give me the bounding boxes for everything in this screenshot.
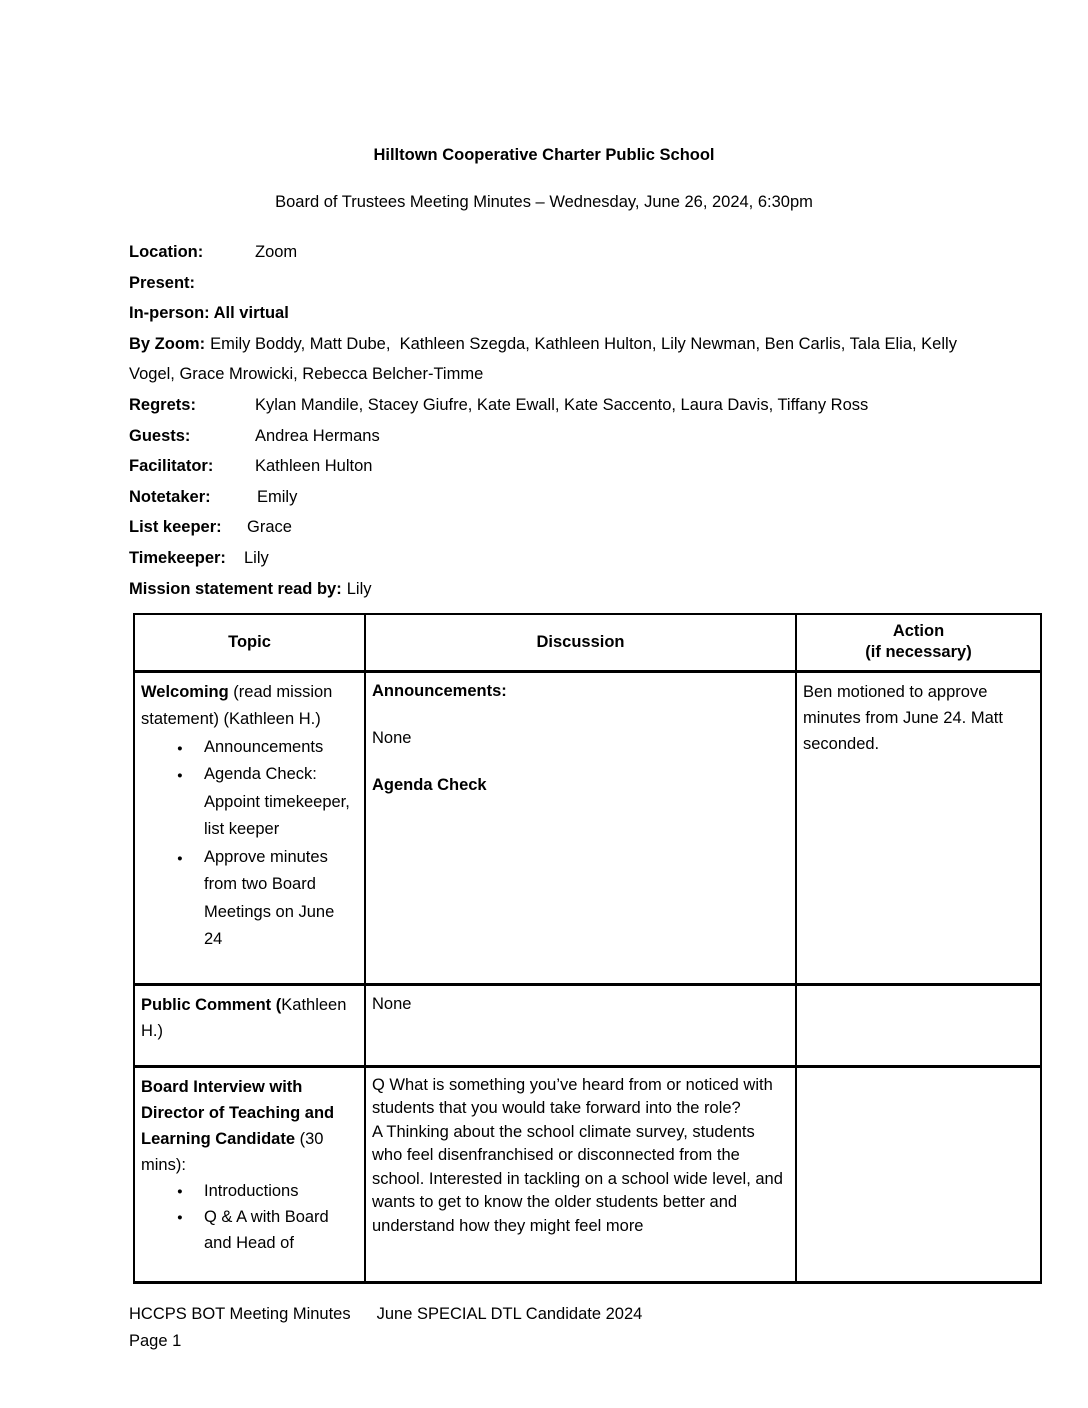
field-list-keeper-value: Grace (247, 518, 292, 537)
field-by-zoom-value: Emily Boddy, Matt Dube, Kathleen Szegda, Kathleen Hulton, Lily Newman, Ben Carlis, Tala Elia, Kelly Vogel, Grace Mrowicki, Rebecca Belcher-Timme (129, 334, 962, 384)
footer-doc-name: HCCPS BOT Meeting Minutes (129, 1304, 351, 1323)
discussion-announcements-none: None (372, 728, 412, 747)
topic-welcoming-bold: Welcoming (141, 682, 229, 701)
action-cell-welcoming (796, 671, 1041, 984)
field-location (129, 237, 959, 268)
discussion-agenda-check-heading: Agenda Check (372, 775, 487, 794)
discussion-announcements-heading: Announcements: (372, 681, 507, 700)
field-by-zoom (129, 329, 962, 390)
discussion-cell-welcoming (365, 671, 796, 984)
topic-cell-public-comment (134, 984, 365, 1066)
topic-public-comment-rest: Kathleen H.) (141, 995, 347, 1040)
field-list-keeper-label: List keeper: (129, 518, 222, 537)
topic-welcoming-text (141, 679, 356, 734)
discussion-answer-text: A Thinking about the school climate survey, students who feel disenfranchised or disconnected from the school. Interested in tackling on a school wide level, and wants to get to know the older students better and understand how they might feel more (372, 1122, 783, 1235)
bullet-item: ● Agenda Check: Appoint timekeeper, list keeper (141, 761, 356, 844)
field-regrets-label: Regrets: (129, 395, 196, 414)
document-footer (129, 1301, 959, 1356)
bullet-item: ● Q & A with Board and Head of (141, 1204, 356, 1256)
field-guests (129, 421, 959, 452)
topic-public-comment-text (141, 992, 356, 1044)
document-content (129, 145, 1003, 1356)
field-notetaker (129, 482, 959, 513)
field-notetaker-label: Notetaker: (129, 487, 211, 506)
discussion-cell-public-comment (365, 984, 796, 1066)
column-header-action (796, 614, 1041, 671)
table-header-row (134, 614, 1041, 671)
field-timekeeper (129, 543, 959, 574)
field-list-keeper (129, 512, 959, 543)
column-header-action-line2: (if necessary) (865, 643, 972, 662)
column-header-action-line1: Action (892, 622, 945, 641)
field-regrets (129, 390, 959, 421)
bullet-item: ● Approve minutes from two Board Meetings on June 24 (141, 844, 356, 954)
column-header-topic: Topic (134, 614, 365, 671)
document-title: Hilltown Cooperative Charter Public School (373, 146, 715, 164)
document-subtitle: Board of Trustees Meeting Minutes – Wednesday, June 26, 2024, 6:30pm (275, 193, 813, 211)
field-regrets-value: Kylan Mandile, Stacey Giufre, Kate Ewall, Kate Saccento, Laura Davis, Tiffany Ross (255, 395, 869, 414)
topic-board-interview-rest: (30 mins): (141, 1129, 324, 1174)
topic-board-interview-text (141, 1074, 356, 1178)
table-row (134, 984, 1041, 1066)
field-timekeeper-label: Timekeeper: (129, 548, 226, 567)
table-row (134, 671, 1041, 984)
field-mission-statement-label: Mission statement read by: (129, 579, 342, 598)
topic-cell-welcoming (134, 671, 365, 984)
field-mission-statement (129, 574, 959, 605)
field-by-zoom-label: By Zoom: (129, 334, 206, 353)
footer-doc-tag: June SPECIAL DTL Candidate 2024 (376, 1304, 643, 1323)
field-timekeeper-value: Lily (244, 548, 269, 567)
field-in-person (129, 298, 959, 329)
field-location-label: Location: (129, 243, 204, 261)
table-row (134, 1066, 1041, 1282)
meeting-info-fields (129, 237, 962, 604)
field-in-person-label: In-person: All virtual (129, 304, 289, 323)
footer-page-number: Page 1 (129, 1332, 182, 1351)
action-cell-public-comment (796, 984, 1041, 1066)
field-facilitator (129, 451, 959, 482)
topic-cell-board-interview (134, 1066, 365, 1282)
topic-public-comment-bold: Public Comment ( (141, 995, 282, 1014)
topic-board-interview-bullets (141, 1178, 356, 1256)
footer-line1 (129, 1301, 959, 1329)
field-guests-label: Guests: (129, 426, 191, 445)
topic-board-interview-bold: Board Interview with Director of Teaching and Learning Candidate (141, 1077, 335, 1148)
discussion-public-comment-none: None (372, 994, 412, 1013)
field-location-value: Zoom (255, 243, 298, 261)
field-present (129, 268, 959, 299)
minutes-table (133, 613, 1042, 1284)
field-guests-value: Andrea Hermans (255, 426, 380, 445)
action-welcoming-text: Ben motioned to approve minutes from June 24. Matt seconded. (803, 682, 1003, 753)
field-facilitator-label: Facilitator: (129, 457, 214, 476)
bullet-item: ● Announcements (141, 734, 356, 762)
bullet-item: ● Introductions (141, 1178, 356, 1204)
field-present-label: Present: (129, 273, 196, 292)
field-notetaker-value: Emily (257, 487, 298, 506)
action-cell-board-interview (796, 1066, 1041, 1282)
field-facilitator-value: Kathleen Hulton (255, 457, 373, 476)
column-header-discussion: Discussion (365, 614, 796, 671)
topic-welcoming-bullets (141, 734, 356, 954)
discussion-question-text: Q What is something you’ve heard from or noticed with students that you would take forward into the role? (372, 1075, 773, 1118)
topic-welcoming-rest: (read mission statement) (Kathleen H.) (141, 682, 333, 729)
discussion-cell-board-interview (365, 1066, 796, 1282)
field-mission-statement-value: Lily (346, 579, 372, 598)
